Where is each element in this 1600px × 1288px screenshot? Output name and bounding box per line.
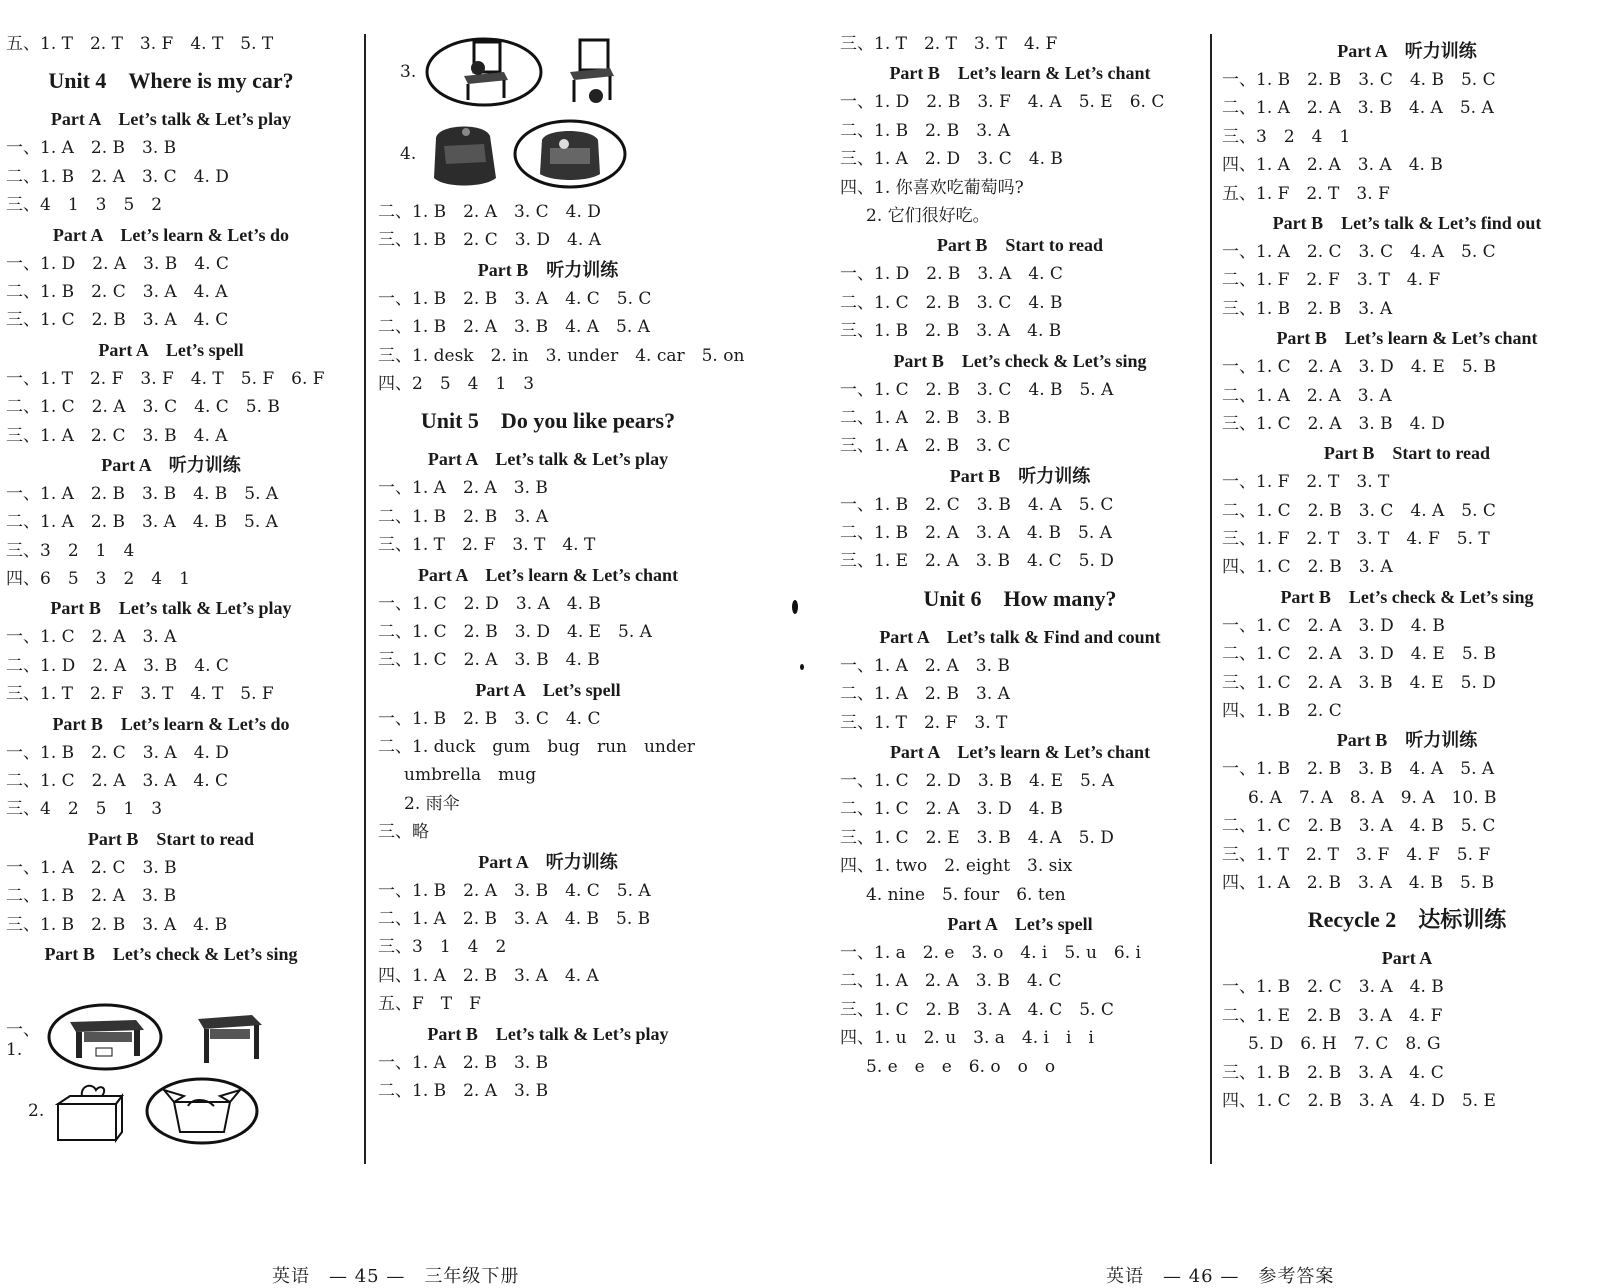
answer-line: 三、1. A 2. B 3. C (840, 436, 1011, 457)
answer-line: 一、1. A 2. C 3. B (6, 857, 177, 878)
section-heading: Part B Let’s check & Let’s sing (44, 943, 298, 964)
box-circled-image (144, 1076, 260, 1146)
scan-speck (800, 664, 804, 670)
answer-line: 一、1. C 2. A 3. D 4. B (1222, 615, 1445, 636)
answer-line: 三、1. B 2. C 3. D 4. A (378, 230, 601, 251)
section-heading: Part A Let’s spell (98, 339, 244, 360)
answer-line: 一、1. B 2. B 3. C 4. B 5. C (1222, 70, 1496, 90)
answer-line: 二、1. A 2. B 3. B (840, 407, 1011, 428)
answer-line: 二、1. F 2. F 3. T 4. F (1222, 270, 1441, 291)
section-heading: Part A 听力训练 (1337, 41, 1477, 61)
figure-label: 一、1. (6, 1019, 40, 1060)
answer-line: 五、1. F 2. T 3. F (1222, 183, 1390, 204)
section-heading: Part B Let’s learn & Let’s chant (889, 63, 1151, 84)
answer-line: 一、1. A 2. C 3. C 4. A 5. C (1222, 241, 1496, 262)
section-heading: Part A 听力训练 (101, 454, 241, 475)
answer-line: 三、1. C 2. B 3. A 4. C 5. C (840, 999, 1114, 1020)
answer-line: 三、1. B 2. B 3. A 4. B (840, 321, 1062, 342)
column-divider (1210, 34, 1212, 1164)
answer-line: 四、1. A 2. A 3. A 4. B (1222, 155, 1443, 176)
figure-row-2 (28, 1076, 260, 1146)
answer-line: 三、1. B 2. B 3. A 4. C (1222, 1062, 1444, 1083)
answer-line: 三、1. C 2. A 3. B 4. D (1222, 413, 1445, 434)
answer-line: 一、1. A 2. B 3. B (6, 138, 177, 159)
section-heading: Part A Let’s talk & Let’s play (427, 449, 669, 470)
answer-line: 二、1. B 2. A 3. B (378, 1080, 549, 1101)
answer-line: 四、1. B 2. C (1222, 701, 1342, 722)
answer-line: 一、1. B 2. C 3. A 4. B (1222, 977, 1444, 998)
answer-line: 三、3 1 4 2 (378, 937, 507, 958)
answer-line: 四、1. 你喜欢吃葡萄吗? (840, 177, 1024, 198)
answer-line: 2. 它们很好吃。 (866, 205, 990, 226)
answer-line: 一、1. B 2. A 3. B 4. C 5. A (378, 880, 651, 901)
section-heading: Part B 听力训练 (477, 259, 619, 280)
answer-line: 5. D 6. H 7. C 8. G (1248, 1034, 1441, 1055)
answer-line: 一、1. D 2. A 3. B 4. C (6, 253, 229, 274)
answer-line: 三、1. B 2. B 3. A 4. B (6, 914, 228, 935)
answer-line: 四、1. A 2. B 3. A 4. A (378, 965, 599, 986)
scan-speck (792, 600, 798, 614)
section-heading: Part B 听力训练 (949, 465, 1091, 486)
section-heading: Part A (1381, 948, 1433, 969)
section-heading: Part A Let’s talk & Find and count (879, 626, 1161, 647)
chair-image (558, 36, 624, 108)
answer-line: 三、4 1 3 5 2 (6, 195, 163, 216)
section-heading: Part B Start to read (1323, 443, 1491, 464)
answer-line: 一、1. F 2. T 3. T (1222, 472, 1390, 493)
answer-line: 三、1. E 2. A 3. B 4. C 5. D (840, 551, 1114, 572)
column-2 (378, 198, 745, 1105)
figure-row-3 (400, 36, 624, 108)
schoolbag-image (424, 118, 508, 190)
answer-line: 二、1. B 2. B 3. A (378, 506, 549, 527)
footer-right: 英语 — 46 — 参考答案 (1106, 1266, 1335, 1287)
answer-line: 三、1. C 2. B 3. A 4. C (6, 310, 229, 331)
section-heading: Part A Let’s talk & Let’s play (50, 109, 292, 130)
section-heading: Part B Start to read (936, 235, 1104, 256)
answer-line: 三、1. C 2. E 3. B 4. A 5. D (840, 827, 1114, 848)
answer-line: 三、1. B 2. B 3. A (1222, 298, 1393, 319)
answer-line: 三、1. C 2. A 3. B 4. B (378, 650, 600, 671)
answer-line: 一、1. B 2. B 3. A 4. C 5. C (378, 288, 652, 309)
answer-line: 二、1. B 2. A 3. A 4. B 5. A (840, 523, 1112, 544)
unit-6-title: Unit 6 How many? (923, 585, 1117, 611)
answer-line: 一、1. a 2. e 3. o 4. i 5. u 6. i (840, 942, 1141, 963)
desk-image (190, 1005, 270, 1069)
unit-4-title: Unit 4 Where is my car? (48, 68, 294, 94)
answer-line: 五、1. T 2. T 3. F 4. T 5. T (6, 34, 274, 54)
answer-line: 一、1. B 2. C 3. A 4. D (6, 742, 229, 763)
section-heading: Part B 听力训练 (1336, 730, 1478, 751)
answer-line: 三、3 2 4 1 (1222, 126, 1351, 147)
answer-line: 二、1. A 2. B 3. A 4. B 5. A (6, 512, 278, 533)
answer-line: 三、1. F 2. T 3. T 4. F 5. T (1222, 529, 1490, 550)
answer-line: 一、1. C 2. A 3. A (6, 627, 177, 648)
column-1 (6, 30, 336, 969)
answer-line: 三、略 (378, 822, 429, 843)
answer-line: 一、1. A 2. A 3. B (378, 478, 548, 499)
answer-line: 三、1. C 2. A 3. B 4. E 5. D (1222, 672, 1496, 693)
answer-line: 三、1. T 2. T 3. F 4. F 5. F (1222, 844, 1491, 865)
answer-line: 二、1. A 2. A 3. B 4. A 5. A (1222, 98, 1494, 119)
figure-row-4 (400, 118, 628, 190)
section-heading: Part B Let’s check & Let’s sing (1280, 586, 1534, 607)
column-divider (364, 34, 366, 1164)
answer-line: 二、1. duck gum bug run under (378, 737, 695, 758)
section-heading: Part A Let’s learn & Let’s chant (889, 742, 1151, 763)
box-image (52, 1078, 126, 1144)
answer-line: 二、1. C 2. B 3. D 4. E 5. A (378, 621, 652, 642)
answer-line: 四、6 5 3 2 4 1 (6, 569, 190, 590)
answer-line: 一、1. C 2. D 3. A 4. B (378, 593, 601, 614)
answer-line: umbrella mug (404, 765, 537, 786)
answer-line: 四、1. two 2. eight 3. six (840, 856, 1073, 877)
answer-line: 二、1. A 2. A 3. A (1222, 385, 1392, 406)
answer-line: 5. e e e 6. o o o (866, 1056, 1056, 1077)
chair-ball-circled-image (424, 36, 544, 108)
column-3 (840, 30, 1200, 1081)
section-heading: Part B Let’s check & Let’s sing (893, 350, 1147, 371)
answer-line: 二、1. B 2. A 3. C 4. D (6, 166, 229, 187)
section-heading: Part B Let’s talk & Let’s find out (1272, 212, 1542, 233)
answer-line: 二、1. B 2. A 3. C 4. D (378, 202, 601, 222)
answer-line: 二、1. C 2. A 3. D 4. B (840, 799, 1063, 820)
answer-line: 二、1. C 2. A 3. A 4. C (6, 771, 229, 792)
section-heading: Part A Let’s learn & Let’s do (52, 224, 290, 245)
answer-line: 二、1. A 2. B 3. A (840, 684, 1010, 705)
section-heading: Part A Let’s spell (475, 679, 621, 700)
section-heading: Part A 听力训练 (478, 851, 618, 872)
answer-line: 二、1. B 2. A 3. B 4. A 5. A (378, 317, 650, 338)
answer-line: 二、1. C 2. B 3. C 4. A 5. C (1222, 500, 1496, 521)
answer-line: 一、1. B 2. B 3. C 4. C (378, 708, 601, 729)
answer-line: 一、1. B 2. C 3. B 4. A 5. C (840, 494, 1114, 515)
answer-line: 四、1. C 2. B 3. A (1222, 557, 1393, 578)
section-heading: Part B Let’s talk & Let’s play (50, 598, 292, 619)
answer-line: 四、1. A 2. B 3. A 4. B 5. B (1222, 872, 1495, 893)
section-heading: Part B Start to read (87, 828, 255, 849)
answer-line: 三、3 2 1 4 (6, 540, 135, 561)
answer-line: 二、1. B 2. A 3. B (6, 886, 177, 907)
section-heading: Part B Let’s talk & Let’s play (427, 1023, 669, 1044)
answer-line: 4. nine 5. four 6. ten (866, 884, 1066, 905)
answer-line: 三、1. T 2. F 3. T (840, 712, 1008, 733)
answer-line: 二、1. E 2. B 3. A 4. F (1222, 1005, 1443, 1026)
figure-label: 4. (400, 144, 417, 164)
schoolbag-circled-image (512, 118, 628, 190)
answer-line: 二、1. C 2. B 3. A 4. B 5. C (1222, 816, 1496, 837)
answer-line: 二、1. D 2. A 3. B 4. C (6, 655, 229, 676)
figure-row-1 (6, 1002, 270, 1072)
answer-line: 二、1. C 2. B 3. C 4. B (840, 292, 1063, 313)
answer-line: 四、1. C 2. B 3. A 4. D 5. E (1222, 1090, 1496, 1111)
answer-line: 二、1. A 2. A 3. B 4. C (840, 971, 1062, 992)
answer-line: 三、1. desk 2. in 3. under 4. car 5. on (378, 345, 745, 366)
recycle-2-title: Recycle 2 达标训练 (1307, 907, 1507, 933)
answer-line: 一、1. A 2. B 3. B (378, 1052, 549, 1073)
answer-line: 一、1. D 2. B 3. A 4. C (840, 264, 1063, 285)
answer-line: 一、1. C 2. B 3. C 4. B 5. A (840, 379, 1114, 400)
section-heading: Part A Let’s spell (947, 913, 1093, 934)
answer-line: 二、1. C 2. A 3. D 4. E 5. B (1222, 644, 1496, 665)
answer-line: 三、1. T 2. F 3. T 4. T (378, 535, 596, 556)
answer-line: 二、1. B 2. C 3. A 4. A (6, 281, 228, 302)
section-heading: Part A Let’s learn & Let’s chant (417, 564, 679, 585)
answer-line: 五、F T F (378, 994, 481, 1015)
answer-line: 三、1. A 2. D 3. C 4. B (840, 149, 1063, 170)
answer-line: 三、1. T 2. T 3. T 4. F (840, 34, 1058, 54)
answer-line: 一、1. A 2. B 3. B 4. B 5. A (6, 483, 279, 504)
answer-line: 一、1. C 2. D 3. B 4. E 5. A (840, 771, 1114, 792)
unit-5-title: Unit 5 Do you like pears? (420, 408, 676, 434)
figure-label: 3. (400, 62, 417, 82)
answer-line: 6. A 7. A 8. A 9. A 10. B (1248, 787, 1497, 808)
section-heading: Part B Let’s learn & Let’s do (52, 713, 290, 734)
answer-line: 一、1. B 2. B 3. B 4. A 5. A (1222, 759, 1495, 780)
answer-line: 二、1. B 2. B 3. A (840, 120, 1011, 141)
desk-car-circled-image (46, 1002, 164, 1072)
column-4 (1222, 36, 1592, 1115)
answer-line: 一、1. T 2. F 3. F 4. T 5. F 6. F (6, 368, 325, 389)
answer-line: 一、1. C 2. A 3. D 4. E 5. B (1222, 357, 1496, 378)
section-heading: Part B Let’s learn & Let’s chant (1276, 328, 1538, 349)
answer-line: 二、1. A 2. B 3. A 4. B 5. B (378, 909, 651, 930)
answer-line: 一、1. D 2. B 3. F 4. A 5. E 6. C (840, 92, 1165, 113)
answer-line: 四、1. u 2. u 3. a 4. i i i (840, 1028, 1094, 1049)
answer-line: 三、1. A 2. C 3. B 4. A (6, 425, 228, 446)
answer-line: 四、2 5 4 1 3 (378, 373, 535, 394)
footer-left: 英语 — 45 — 三年级下册 (272, 1266, 520, 1287)
answer-line: 一、1. A 2. A 3. B (840, 655, 1010, 676)
answer-line: 二、1. C 2. A 3. C 4. C 5. B (6, 397, 280, 418)
answer-line: 三、1. T 2. F 3. T 4. T 5. F (6, 684, 274, 705)
answer-line: 2. 雨伞 (404, 793, 460, 814)
answer-line: 三、4 2 5 1 3 (6, 799, 163, 820)
figure-label: 2. (28, 1101, 45, 1121)
